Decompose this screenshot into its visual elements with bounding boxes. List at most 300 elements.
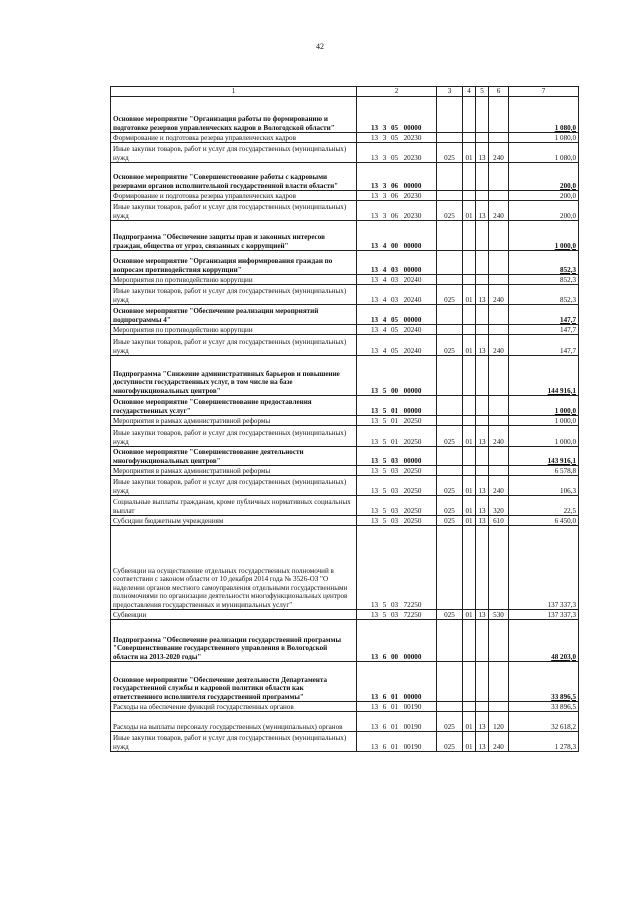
code-part: 20250 [403,416,422,425]
row-subsection-code: 13 [476,476,489,496]
code-part: 20250 [403,486,422,495]
code-part: 03 [390,466,399,475]
table-row [111,221,579,251]
row-section-code: 01 [463,496,476,516]
row-section-code [463,221,476,251]
row-subsection-code [476,163,489,191]
row-subsection-code [476,620,489,662]
row-name: Субвенции [111,610,357,620]
row-subsection-code [476,305,489,325]
row-name: Основное мероприятие "Организация информирования граждан по вопросам противодействия коррупции" [111,251,357,275]
row-expense-type-code: 240 [489,426,509,447]
code-part: 3 [382,153,387,162]
row-name: Подпрограмма "Обеспечение защиты прав и законных интересов граждан, общества от угроз, связанных с коррупцией" [111,221,357,251]
row-code [357,476,437,496]
row-ministry-code [437,133,463,143]
row-section-code: 01 [463,143,476,163]
table-row [111,163,579,191]
row-amount: 1 080,0 [509,133,579,143]
row-subsection-code: 13 [476,143,489,163]
row-expense-type-code [489,702,509,712]
code-part: 03 [390,275,399,284]
row-ministry-code [437,191,463,201]
row-ministry-code: 025 [437,712,463,732]
code-part: 6 [382,742,387,751]
row-section-code: 01 [463,732,476,752]
code-part: 20250 [403,466,422,475]
row-subsection-code: 13 [476,201,489,221]
code-part: 72250 [403,600,422,609]
row-section-code [463,356,476,396]
row-ministry-code [437,702,463,712]
row-ministry-code [437,251,463,275]
row-code [357,97,437,133]
row-expense-type-code: 240 [489,143,509,163]
code-part: 13 [370,386,379,395]
row-expense-type-code [489,396,509,416]
code-part: 00 [390,386,399,395]
row-name: Основное мероприятие "Совершенствование работы с кадровыми резервами органов исполнительной государственной власти области" [111,163,357,191]
row-amount: 1 278,3 [509,732,579,752]
row-amount: 1 080,0 [509,97,579,133]
row-subsection-code [476,702,489,712]
table-row [111,712,579,732]
code-part: 5 [382,486,387,495]
code-part: 06 [390,211,399,220]
column-header: 7 [509,87,579,97]
row-expense-type-code [489,325,509,335]
code-part: 01 [390,437,399,446]
row-expense-type-code [489,466,509,476]
code-part: 20240 [403,346,422,355]
code-part: 5 [382,516,387,525]
row-amount: 200,0 [509,201,579,221]
code-part: 13 [370,610,379,619]
code-part: 00000 [403,652,422,661]
row-section-code [463,416,476,426]
row-code [357,662,437,702]
row-subsection-code: 13 [476,610,489,620]
row-expense-type-code [489,163,509,191]
code-part: 03 [390,295,399,304]
row-name: Основное мероприятие "Организация работы по формированию и подготовке резервов управленческих кадров в Вологодской области" [111,97,357,133]
row-section-code [463,325,476,335]
table-row [111,466,579,476]
row-amount: 1 000,0 [509,416,579,426]
code-part: 00000 [403,181,422,190]
row-amount: 852,3 [509,251,579,275]
column-header: 6 [489,87,509,97]
row-code [357,133,437,143]
row-name: Субвенции на осуществление отдельных государственных полномочий в соответствии с законом области от 10 декабря 2014 года № 3526-ОЗ "О наделении органов местного самоуправления отдельными государственными полномочиями по организации деятельности многофункциональных центров предоставления государственных и муниципальных услуг" [111,526,357,610]
row-section-code [463,466,476,476]
code-part: 01 [390,702,399,711]
row-amount: 852,3 [509,285,579,305]
code-part: 20250 [403,506,422,515]
row-amount: 1 000,0 [509,221,579,251]
code-part: 00000 [403,265,422,274]
row-ministry-code: 025 [437,335,463,356]
row-code [357,466,437,476]
code-part: 00 [390,241,399,250]
row-expense-type-code [489,97,509,133]
row-subsection-code [476,275,489,285]
row-expense-type-code [489,191,509,201]
row-amount: 137 337,3 [509,610,579,620]
row-section-code [463,133,476,143]
row-section-code: 01 [463,335,476,356]
row-code [357,325,437,335]
row-code [357,702,437,712]
row-section-code: 01 [463,516,476,526]
row-name: Формирование и подготовка резерва управленческих кадров [111,133,357,143]
code-part: 00000 [403,456,422,465]
row-name: Мероприятия по противодействию коррупции [111,275,357,285]
row-ministry-code [437,163,463,191]
code-part: 4 [382,315,387,324]
row-expense-type-code [489,620,509,662]
code-part: 4 [382,295,387,304]
row-name: Основное мероприятие "Обеспечение реализации мероприятий подпрограммы 4" [111,305,357,325]
row-subsection-code [476,526,489,610]
row-ministry-code [437,325,463,335]
row-name: Мероприятия по противодействию коррупции [111,325,357,335]
budget-table [110,86,579,752]
row-code [357,447,437,466]
row-section-code: 01 [463,426,476,447]
code-part: 05 [390,133,399,142]
row-section-code: 01 [463,476,476,496]
row-expense-type-code: 240 [489,732,509,752]
row-expense-type-code: 240 [489,201,509,221]
table-row [111,133,579,143]
code-part: 03 [390,486,399,495]
code-part: 5 [382,600,387,609]
row-expense-type-code [489,251,509,275]
code-part: 13 [370,275,379,284]
row-amount: 1 080,0 [509,143,579,163]
code-part: 20240 [403,295,422,304]
code-part: 20250 [403,437,422,446]
row-ministry-code [437,305,463,325]
code-part: 13 [370,346,379,355]
code-part: 3 [382,123,387,132]
row-subsection-code: 13 [476,496,489,516]
code-part: 01 [390,692,399,701]
code-part: 5 [382,466,387,475]
row-subsection-code [476,662,489,702]
row-subsection-code [476,133,489,143]
column-header: 3 [437,87,463,97]
row-ministry-code: 025 [437,496,463,516]
code-part: 3 [382,181,387,190]
row-code [357,732,437,752]
code-part: 03 [390,506,399,515]
row-section-code [463,191,476,201]
code-part: 13 [370,652,379,661]
row-ministry-code [437,275,463,285]
table-row [111,610,579,620]
row-amount: 144 916,1 [509,356,579,396]
code-part: 01 [390,416,399,425]
row-section-code [463,163,476,191]
row-expense-type-code [489,416,509,426]
row-ministry-code [437,221,463,251]
code-part: 06 [390,181,399,190]
row-expense-type-code [489,133,509,143]
table-row [111,702,579,712]
row-name: Мероприятия в рамках административной реформы [111,416,357,426]
row-amount: 1 000,0 [509,426,579,447]
row-section-code [463,275,476,285]
code-part: 5 [382,456,387,465]
row-code [357,285,437,305]
row-subsection-code [476,396,489,416]
row-code [357,221,437,251]
table-header-row [111,87,579,97]
row-amount: 143 916,1 [509,447,579,466]
code-part: 05 [390,123,399,132]
code-part: 01 [390,406,399,415]
table-row [111,335,579,356]
row-name: Иные закупки товаров, работ и услуг для государственных (муниципальных) нужд [111,201,357,221]
row-amount: 33 896,5 [509,662,579,702]
table-row [111,447,579,466]
row-expense-type-code [489,662,509,702]
code-part: 5 [382,437,387,446]
row-ministry-code: 025 [437,732,463,752]
row-subsection-code [476,466,489,476]
table-row [111,496,579,516]
row-name: Иные закупки товаров, работ и услуг для государственных (муниципальных) нужд [111,476,357,496]
row-section-code [463,447,476,466]
row-code [357,396,437,416]
code-part: 20250 [403,516,422,525]
row-name: Подпрограмма "Обеспечение реализации государственной программы "Совершенствование государственного управления в Вологодской области на 2013-2020 годы" [111,620,357,662]
code-part: 05 [390,325,399,334]
code-part: 20240 [403,275,422,284]
code-part: 06 [390,191,399,200]
row-section-code [463,305,476,325]
code-part: 5 [382,610,387,619]
row-ministry-code: 025 [437,285,463,305]
row-ministry-code [437,662,463,702]
code-part: 5 [382,386,387,395]
row-code [357,620,437,662]
row-name: Расходы на выплаты персоналу государственных (муниципальных) органов [111,712,357,732]
code-part: 20230 [403,153,422,162]
code-part: 01 [390,742,399,751]
row-expense-type-code: 240 [489,285,509,305]
table-row [111,191,579,201]
row-expense-type-code: 240 [489,335,509,356]
table-row [111,285,579,305]
row-subsection-code [476,447,489,466]
row-code [357,712,437,732]
row-subsection-code [476,251,489,275]
code-part: 6 [382,692,387,701]
table-row [111,416,579,426]
code-part: 5 [382,506,387,515]
table-row [111,143,579,163]
code-part: 13 [370,437,379,446]
row-code [357,143,437,163]
code-part: 00190 [403,702,422,711]
row-ministry-code: 025 [437,516,463,526]
code-part: 01 [390,722,399,731]
row-expense-type-code: 120 [489,712,509,732]
code-part: 00000 [403,406,422,415]
code-part: 13 [370,506,379,515]
table-row [111,620,579,662]
row-code [357,275,437,285]
row-subsection-code [476,97,489,133]
table-row [111,526,579,610]
table-row [111,732,579,752]
row-subsection-code [476,221,489,251]
row-name: Иные закупки товаров, работ и услуг для государственных (муниципальных) нужд [111,335,357,356]
row-amount: 33 896,5 [509,702,579,712]
code-part: 13 [370,191,379,200]
row-code [357,416,437,426]
row-ministry-code [437,97,463,133]
column-header: 2 [357,87,437,97]
code-part: 13 [370,315,379,324]
row-amount: 852,3 [509,275,579,285]
row-amount: 32 618,2 [509,712,579,732]
row-code [357,191,437,201]
row-expense-type-code: 320 [489,496,509,516]
row-code [357,305,437,325]
row-expense-type-code: 530 [489,610,509,620]
row-expense-type-code [489,275,509,285]
code-part: 00000 [403,692,422,701]
table-row [111,305,579,325]
row-code [357,516,437,526]
row-amount: 22,5 [509,496,579,516]
table-row [111,662,579,702]
row-ministry-code [437,356,463,396]
row-subsection-code [476,325,489,335]
code-part: 6 [382,702,387,711]
row-amount: 106,3 [509,476,579,496]
column-header: 1 [111,87,357,97]
code-part: 4 [382,346,387,355]
row-section-code [463,97,476,133]
code-part: 6 [382,652,387,661]
row-amount: 147,7 [509,335,579,356]
code-part: 13 [370,466,379,475]
table-row [111,356,579,396]
row-name: Иные закупки товаров, работ и услуг для государственных (муниципальных) нужд [111,426,357,447]
row-amount: 1 000,0 [509,396,579,416]
code-part: 72250 [403,610,422,619]
row-amount: 6 450,0 [509,516,579,526]
row-name: Основное мероприятие "Совершенствование предоставления государственных услуг" [111,396,357,416]
row-amount: 48 203,0 [509,620,579,662]
code-part: 05 [390,346,399,355]
code-part: 00190 [403,742,422,751]
code-part: 00 [390,652,399,661]
row-section-code [463,662,476,702]
row-section-code [463,251,476,275]
code-part: 13 [370,241,379,250]
row-ministry-code: 025 [437,610,463,620]
column-header: 4 [463,87,476,97]
code-part: 00000 [403,241,422,250]
row-expense-type-code [489,305,509,325]
code-part: 00000 [403,386,422,395]
code-part: 13 [370,702,379,711]
code-part: 6 [382,722,387,731]
code-part: 03 [390,610,399,619]
code-part: 4 [382,275,387,284]
code-part: 00190 [403,722,422,731]
row-subsection-code: 13 [476,426,489,447]
code-part: 20230 [403,191,422,200]
table-row [111,275,579,285]
code-part: 4 [382,265,387,274]
row-ministry-code [437,416,463,426]
row-section-code [463,620,476,662]
row-expense-type-code: 610 [489,516,509,526]
code-part: 13 [370,181,379,190]
code-part: 05 [390,315,399,324]
row-subsection-code: 13 [476,335,489,356]
row-expense-type-code [489,526,509,610]
row-ministry-code [437,620,463,662]
code-part: 13 [370,295,379,304]
row-name: Иные закупки товаров, работ и услуг для государственных (муниципальных) нужд [111,143,357,163]
table-row [111,201,579,221]
code-part: 13 [370,416,379,425]
row-ministry-code: 025 [437,143,463,163]
code-part: 20230 [403,133,422,142]
row-name: Основное мероприятие "Обеспечение деятельности Департамента государственной службы и кадровой политики области как ответственного исполнителя государственной программы" [111,662,357,702]
row-name: Иные закупки товаров, работ и услуг для государственных (муниципальных) нужд [111,285,357,305]
row-amount: 137 337,3 [509,526,579,610]
row-amount: 6 578,8 [509,466,579,476]
table-row [111,97,579,133]
code-part: 13 [370,325,379,334]
code-part: 13 [370,692,379,701]
row-name: Субсидии бюджетным учреждениям [111,516,357,526]
code-part: 3 [382,191,387,200]
code-part: 13 [370,722,379,731]
code-part: 13 [370,211,379,220]
code-part: 03 [390,600,399,609]
code-part: 05 [390,153,399,162]
code-part: 13 [370,153,379,162]
code-part: 03 [390,516,399,525]
code-part: 20230 [403,211,422,220]
row-name: Подпрограмма "Снижение административных барьеров и повышение доступности государственных услуг, в том числе на базе многофункциональных центров" [111,356,357,396]
row-ministry-code: 025 [437,476,463,496]
row-code [357,251,437,275]
row-name: Иные закупки товаров, работ и услуг для государственных (муниципальных) нужд [111,732,357,752]
code-part: 13 [370,406,379,415]
table-row [111,516,579,526]
row-expense-type-code [489,221,509,251]
code-part: 13 [370,742,379,751]
code-part: 3 [382,211,387,220]
row-ministry-code [437,466,463,476]
table-row [111,396,579,416]
code-part: 00000 [403,123,422,132]
row-ministry-code: 025 [437,426,463,447]
code-part: 13 [370,486,379,495]
table-row [111,426,579,447]
